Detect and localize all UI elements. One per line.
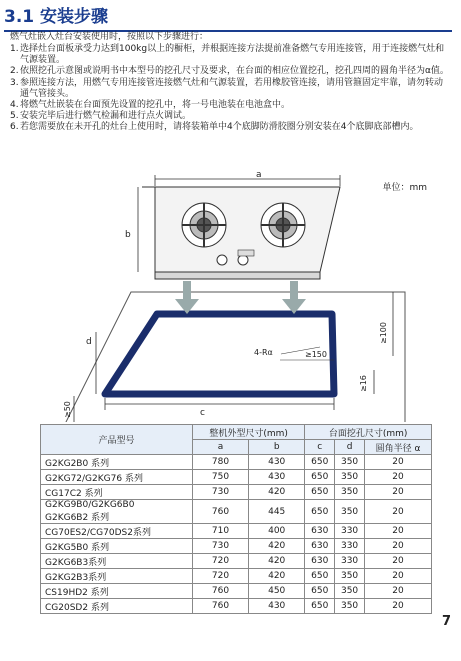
cell-r: 20: [364, 524, 431, 539]
table-row: [41, 455, 432, 470]
cell-c: 650: [305, 470, 335, 485]
cell-d: 350: [335, 569, 365, 584]
header-radius: 圆角半径 α: [364, 440, 431, 455]
step-text: 若您需要放在未开孔的灶台上使用时，请将装箱单中4个底脚防滑胶圈分别安装在4个底脚底部槽内。: [20, 122, 419, 133]
cell-a: 760: [192, 599, 248, 614]
step-text: 安装完毕后进行燃气检漏和进行点火调试。: [20, 111, 192, 122]
cell-a: 760: [192, 584, 248, 599]
step-number: 3.: [10, 77, 19, 88]
cell-d: 330: [335, 524, 365, 539]
cell-a: 720: [192, 569, 248, 584]
arrow-down-right: [282, 281, 306, 314]
radius-label: 4-Rα: [254, 348, 273, 357]
step-item: [10, 44, 450, 66]
table-row: [41, 485, 432, 500]
dim-c-label: c: [200, 408, 205, 418]
dim-b-label: b: [125, 230, 131, 240]
cell-d: 330: [335, 539, 365, 554]
table-row: [41, 569, 432, 584]
knob-left: [217, 255, 227, 265]
cell-r: 20: [364, 500, 431, 524]
header-outer: 整机外型尺寸(mm): [192, 425, 304, 440]
cell-model: CS19HD2 系列: [41, 584, 193, 599]
steps-list: [10, 44, 450, 134]
cell-model: G2KG9B0/G2KG6B0 G2KG6B2 系列: [41, 500, 193, 524]
cell-b: 420: [249, 569, 305, 584]
cell-c: 650: [305, 485, 335, 500]
table-row: [41, 584, 432, 599]
table-row: [41, 470, 432, 485]
cell-b: 450: [249, 584, 305, 599]
cell-model: G2KG72/G2KG76 系列: [41, 470, 193, 485]
cell-r: 20: [364, 569, 431, 584]
header-model: 产品型号: [41, 425, 193, 455]
step-item: [10, 66, 450, 77]
step-number: 6.: [10, 122, 19, 133]
header-c: c: [305, 440, 335, 455]
cell-b: 445: [249, 500, 305, 524]
cell-a: 730: [192, 539, 248, 554]
cell-d: 350: [335, 485, 365, 500]
cell-c: 650: [305, 500, 335, 524]
step-item: [10, 122, 450, 133]
cell-a: 720: [192, 554, 248, 569]
cell-c: 630: [305, 524, 335, 539]
cell-model: CG20SD2 系列: [41, 599, 193, 614]
table-row: [41, 554, 432, 569]
cell-r: 20: [364, 455, 431, 470]
cell-a: 730: [192, 485, 248, 500]
cell-model: G2KG2B0 系列: [41, 455, 193, 470]
cell-a: 760: [192, 500, 248, 524]
cell-d: 350: [335, 455, 365, 470]
stove-side: [155, 272, 320, 279]
dimensions-table: [40, 424, 432, 614]
step-number: 1.: [10, 44, 19, 54]
page-title: 3.1 安装步骤: [4, 6, 452, 32]
cell-r: 20: [364, 554, 431, 569]
cell-model: CG17C2 系列: [41, 485, 193, 500]
header-b: b: [249, 440, 305, 455]
cell-d: 350: [335, 470, 365, 485]
cell-r: 20: [364, 470, 431, 485]
dim-50-label: ≥50: [63, 401, 72, 418]
cell-d: 350: [335, 500, 365, 524]
table-body: [41, 455, 432, 614]
cell-r: 20: [364, 539, 431, 554]
step-item: [10, 78, 450, 100]
cell-b: 420: [249, 539, 305, 554]
table-row: [41, 599, 432, 614]
cell-r: 20: [364, 599, 431, 614]
cell-a: 710: [192, 524, 248, 539]
arrow-down-left: [175, 281, 199, 314]
dim-a-label: a: [256, 172, 262, 180]
cutout-hole: [105, 314, 334, 394]
burner-right: [261, 203, 305, 247]
step-number: 2.: [10, 66, 19, 77]
cell-model: G2KG2B3系列: [41, 569, 193, 584]
cell-b: 430: [249, 599, 305, 614]
unit-label: 单位：mm: [382, 183, 427, 193]
burner-left: [182, 203, 226, 247]
cell-r: 20: [364, 584, 431, 599]
cell-model: G2KG5B0 系列: [41, 539, 193, 554]
cell-c: 650: [305, 584, 335, 599]
cell-r: 20: [364, 485, 431, 500]
step-number: 4.: [10, 100, 19, 111]
cell-c: 630: [305, 539, 335, 554]
dim-d-label: d: [86, 337, 92, 347]
cell-c: 630: [305, 554, 335, 569]
intro-text: 燃气灶嵌入灶台安装使用时，按照以下步骤进行：: [10, 32, 209, 42]
step-text: 依照挖孔示意图或说明书中本型号的挖孔尺寸及要求，在台面的相应位置挖孔，挖孔四周的圆角半径为α值。: [20, 66, 449, 77]
cell-c: 650: [305, 599, 335, 614]
step-item: [10, 111, 450, 122]
header-a: a: [192, 440, 248, 455]
cell-model: CG70ES2/CG70DS2系列: [41, 524, 193, 539]
step-text: 选择灶台面板承受力达到100kg以上的橱柜，并根据连接方法提前准备燃气专用连接管，用于连接燃气灶和气源装置。: [20, 44, 445, 66]
cell-b: 430: [249, 470, 305, 485]
cell-b: 420: [249, 485, 305, 500]
cell-model: G2KG6B3系列: [41, 554, 193, 569]
dim-100-label: ≥100: [379, 322, 388, 344]
control-panel: [238, 250, 254, 256]
page-number: 7: [441, 614, 451, 629]
cell-d: 350: [335, 584, 365, 599]
table-row: [41, 524, 432, 539]
cell-c: 650: [305, 569, 335, 584]
cell-c: 650: [305, 455, 335, 470]
cell-a: 780: [192, 455, 248, 470]
cell-d: 330: [335, 554, 365, 569]
header-hole: 台面挖孔尺寸(mm): [305, 425, 432, 440]
table-row: [41, 539, 432, 554]
cell-a: 750: [192, 470, 248, 485]
step-text: 将燃气灶嵌装在台面预先设置的挖孔中，将一号电池装在电池盒中。: [20, 100, 291, 111]
knob-right: [238, 255, 248, 265]
dim-16-label: ≥16: [359, 375, 368, 392]
header-d: d: [335, 440, 365, 455]
step-number: 5.: [10, 111, 19, 122]
installation-diagram: [0, 172, 461, 422]
cell-b: 400: [249, 524, 305, 539]
step-text: 参照连接方法，用燃气专用连接管连接燃气灶和气源装置，若用橡胶管连接，请用管箍固定牢靠，请勿转动通气管接头。: [20, 77, 444, 99]
step-item: [10, 100, 450, 111]
dim-150-label: ≥150: [305, 350, 327, 359]
table-row: [41, 500, 432, 524]
cell-d: 350: [335, 599, 365, 614]
cell-b: 430: [249, 455, 305, 470]
cell-b: 420: [249, 554, 305, 569]
